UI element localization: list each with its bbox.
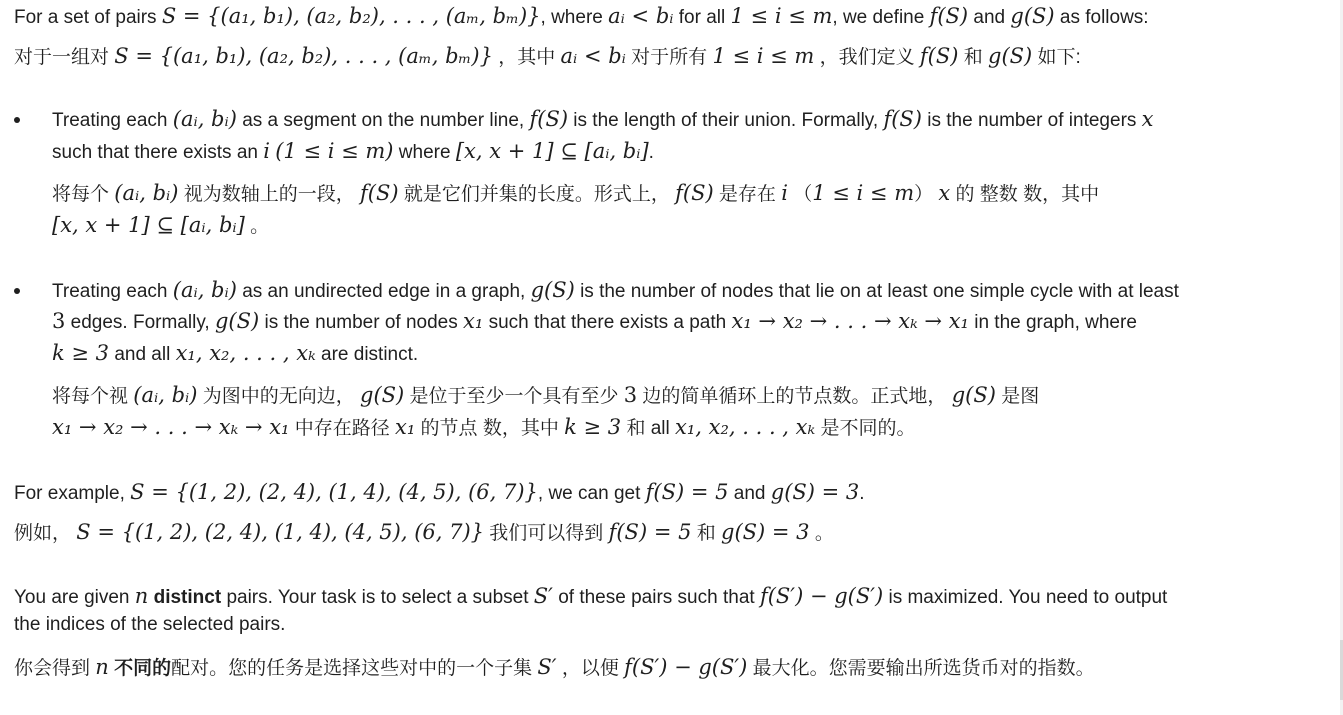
bullet-dot [14,117,20,123]
math-condition: aᵢ < bᵢ [560,44,626,68]
math-f: f(S) [929,4,969,28]
math-range: 1 ≤ i ≤ m [712,44,815,68]
task-zh: 你会得到 n 不同的配对。您的任务是选择这些对中的一个子集 S′ ，以便 f(S′) − g(S′) 最大化。您需要输出所选货币对的指数。 [14,655,1095,679]
definition-f-zh-line2: [x, x + 1] ⊆ [aᵢ, bᵢ] 。 [52,213,270,237]
definition-g-zh-line2: x₁ → x₂ → . . . → xₖ → x₁ 中存在路径 x₁ 的节点 数，其中 k ≥ 3 和 all x₁, x₂, . . . , xₖ 是不同的。 [52,415,916,439]
math-g: g(S) [1010,4,1055,28]
definition-g-en-line3: k ≥ 3 and all x₁, x₂, . . . , xₖ are distinct. [52,341,419,365]
intro-zh: 对于一组对 S = {(a₁, b₁), (a₂, b₂), . . . , (aₘ, bₘ)} ，其中 aᵢ < bᵢ 对于所有 1 ≤ i ≤ m ，我们定义 f(S) 和 g(S) 如下: [14,44,1081,68]
definition-f-zh-line1: 将每个 (aᵢ, bᵢ) 视为数轴上的一段， f(S) 就是它们并集的长度。形式上， f(S) 是存在 i （1 ≤ i ≤ m） x 的 整数 数，其中 [52,181,1100,205]
definition-f-en-line2: such that there exists an i (1 ≤ i ≤ m) where [x, x + 1] ⊆ [aᵢ, bᵢ]. [52,139,654,163]
task-en-line1: You are given n distinct pairs. Your task is to select a subset S′ of these pairs such that f(S′) − g(S′) is maximized. You need to output [14,584,1168,608]
definition-g-zh-line1: 将每个视 (aᵢ, bᵢ) 为图中的无向边， g(S) 是位于至少一个具有至少 3 边的简单循环上的节点数。正式地， g(S) 是图 [52,383,1040,407]
math-range: 1 ≤ i ≤ m [730,4,833,28]
task-en-line2: the indices of the selected pairs. [14,614,286,635]
intro-en: For a set of pairs S = {(a₁, b₁), (a₂, b₂), . . . , (aₘ, bₘ)}, where aᵢ < bᵢ for all 1 ≤ i ≤ m, we define f(S) and g(S) as follows: [14,4,1149,28]
math-set: S = {(a₁, b₁), (a₂, b₂), . . . , (aₘ, bₘ)} [114,44,493,68]
example-zh: 例如， S = {(1, 2), (2, 4), (1, 4), (4, 5), (6, 7)} 我们可以得到 f(S) = 5 和 g(S) = 3 。 [14,520,834,544]
math-set: S = {(a₁, b₁), (a₂, b₂), . . . , (aₘ, bₘ)} [161,4,541,28]
definition-g-en-line2: 3 edges. Formally, g(S) is the number of nodes x₁ such that there exists a path x₁ → x₂ → . . . → xₖ → x₁ in the graph, where [52,309,1137,333]
math-g: g(S) [988,44,1033,68]
bullet-dot [14,288,20,294]
definition-g-en-line1: Treating each (aᵢ, bᵢ) as an undirected edge in a graph, g(S) is the number of nodes that lie on at least one simple cycle with at least [52,278,1179,302]
example-en: For example, S = {(1, 2), (2, 4), (1, 4), (4, 5), (6, 7)}, we can get f(S) = 5 and g(S) = 3. [14,480,865,504]
math-f: f(S) [919,44,959,68]
math-condition: aᵢ < bᵢ [608,4,674,28]
definition-f-en-line1: Treating each (aᵢ, bᵢ) as a segment on the number line, f(S) is the length of their union. Formally, f(S) is the number of integers x [52,107,1154,131]
